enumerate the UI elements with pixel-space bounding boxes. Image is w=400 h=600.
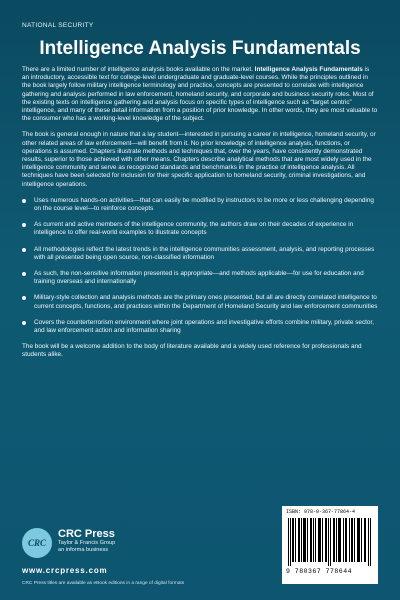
publisher-name-block bbox=[58, 528, 115, 554]
book-title: Intelligence Analysis Fundamentals bbox=[39, 38, 361, 59]
feature-item: All methodologies reflect the latest trends in the intelligence communities assessment, analysis, and reporting processes with all presented being open source, non-classified information bbox=[22, 246, 378, 262]
feature-item: Covers the counterterrorism environment where joint operations and investigative efforts combine military, private sector, and law enforcement action and information sharing bbox=[22, 319, 378, 335]
isbn-barcode bbox=[282, 506, 378, 584]
feature-list bbox=[22, 197, 378, 335]
series-label: NATIONAL SECURITY bbox=[22, 22, 94, 29]
publisher-tagline: an informa business bbox=[58, 547, 109, 553]
publisher-name: CRC Press bbox=[58, 528, 115, 540]
feature-item: Military-style collection and analysis methods are the primary ones presented, but all are directly correlated intelligence to current concepts, functions, and practices within the Department of Homeland Security and law enforcement communities bbox=[22, 294, 378, 310]
barcode-icon bbox=[288, 518, 372, 566]
intro-text-a: There are a limited number of intelligence analysis books available on the market. bbox=[22, 66, 255, 73]
isbn-digits: 9 780367 778644 bbox=[286, 568, 353, 575]
feature-item: As such, the non-sensitive information presented is appropriate—and methods applicable—for use for education and training overseas and internationally bbox=[22, 270, 378, 286]
intro-text-b: is an introductory, accessible text for college-level undergraduate and graduate-level courses. While the principles outlined in the book largely follow military intelligence terminology and practice, concepts are presented to correlate with intelligence gathering and analysis performed in law enforcement, homeland security, and corporate and business security roles. Most of the existing texts on intelligence gathering and analysis focus on specific types of intelligence such as “target centric” intelligence, and many of these detail information from a position of prior knowledge. In other words, they are most valuable to the consumer who has a working-level knowledge of the subject. bbox=[22, 66, 378, 123]
intro-paragraph-1 bbox=[22, 66, 378, 123]
feature-item: As current and active members of the intelligence community, the authors draw on their decades of experience in intelligence to offer real-world examples to illustrate concepts bbox=[22, 221, 378, 237]
publisher-logo bbox=[22, 528, 192, 568]
publisher-website: www.crcpress.com bbox=[22, 566, 108, 575]
isbn-label: ISBN: 978-0-367-77864-4 bbox=[286, 509, 356, 515]
intro-paragraph-2: The book is general enough in nature that a lay student—interested in pursuing a career in intelligence, homeland security, or other related areas of law enforcement—will benefit from it. No prior knowledge of intelligence analysis, functions, or operations is assumed. Chapters illustrate methods and techniques that, over the years, have consistently demonstrated results, superior to those achieved with other means. Chapters describe analytical methods that are most widely used in the intelligence community and serve as recognized standards and benchmarks in the practice of intelligence analysis. All techniques have been selected for inclusion for their specific application to homeland security, criminal investigations, and intelligence operations. bbox=[22, 131, 376, 188]
crc-logo-icon: CRC bbox=[22, 528, 52, 558]
ebook-note: CRC Press titles are available as eBook editions in a range of digital formats bbox=[22, 581, 185, 586]
intro-bold-title: Intelligence Analysis Fundamentals bbox=[254, 66, 363, 73]
closing-paragraph: The book will be a welcome addition to the body of literature available and a widely used reference for professionals and students alike. bbox=[22, 343, 362, 359]
publisher-group: Taylor & Francis Group bbox=[58, 540, 116, 546]
description-body bbox=[22, 66, 378, 368]
feature-item: Uses numerous hands-on activities—that can easily be modified by instructors to be more or less challenging depending on the course level—to reinforce concepts bbox=[22, 197, 378, 213]
